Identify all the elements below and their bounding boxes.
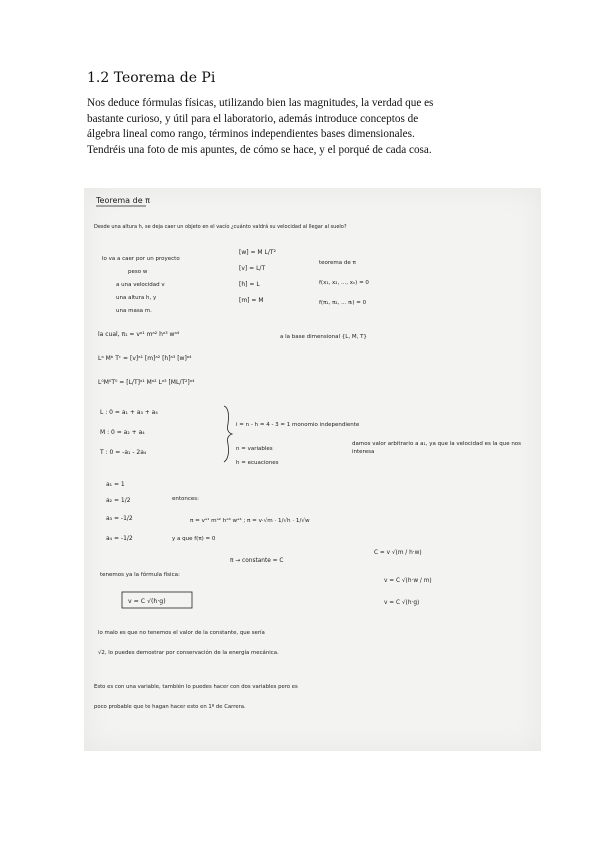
note-line: damos valor arbitrario a a₁, ya que la velocidad es la que nos interesa (352, 441, 522, 455)
notes-drawing (84, 188, 541, 751)
note-line: v = C √(h·g) (384, 600, 420, 606)
note-line: π = vᵃ¹ mᵃ² hᵃ³ wᵃ⁴ ; π = v·√m · 1/√h · 1/√w (190, 518, 310, 524)
note-line: a₁ = 1 (106, 481, 125, 488)
note-line: L⁰M⁰T⁰ = [L/T]ᵃ¹ Mᵃ² Lᵃ³ [ML/T²]ᵃ⁴ (98, 379, 195, 386)
note-line: i = n - h = 4 - 3 = 1 monomio independiente (236, 422, 360, 428)
note-line: C = v √(m / h·w) (374, 550, 422, 556)
note-line: T : 0 = -a₁ - 2a₄ (100, 449, 147, 456)
intro-line: Nos deduce fórmulas físicas, utilizando bien las magnitudes, la verdad que es (87, 97, 434, 109)
note-line: a₂ = 1/2 (106, 497, 131, 504)
note-line: a una velocidad v (116, 282, 165, 288)
intro-line: Tendréis una foto de mis apuntes, de cómo se hace, y el porqué de cada cosa. (87, 143, 432, 156)
note-line: lo va a caer por un proyecto (102, 256, 180, 262)
note-line: [h] = L (239, 281, 260, 288)
note-line: peso w (128, 269, 148, 275)
note-line: v = C √(h·w / m) (384, 578, 432, 584)
note-line: Lᵃ Mᵇ Tᶜ = [v]ᵃ¹ [m]ᵃ² [h]ᵃ³ [w]ᵃ⁴ (98, 355, 192, 362)
note-line: [w] = M L/T² (239, 249, 276, 256)
note-line: a la base dimensional {L, M, T} (280, 334, 367, 340)
note-line: a₃ = -1/2 (106, 515, 133, 522)
note-line: M : 0 = a₂ + a₄ (100, 429, 145, 436)
handwritten-notes-photo (84, 188, 541, 751)
intro-line: álgebra lineal como rango, términos independientes bases dimensionales. (87, 128, 415, 140)
note-line: f(x₁, x₂, ..., xₙ) = 0 (319, 280, 369, 286)
note-line: lo malo es que no tenemos el valor de la constante, que sería (98, 630, 265, 636)
system-brace (224, 406, 232, 462)
note-line: Esto es con una variable, también lo puedes hacer con dos variables pero es (94, 684, 298, 690)
note-line: teorema de π (319, 260, 356, 266)
note-line: una altura h, y (116, 295, 157, 301)
note-line: poco probable que te hagan hacer esto en 1º de Carrera. (94, 704, 246, 710)
note-line: n = variables (236, 446, 273, 452)
note-line: [v] = L/T (239, 265, 266, 272)
note-line: h = ecuaciones (236, 460, 279, 466)
notes-title: Teorema de π (96, 196, 150, 205)
note-block (352, 440, 532, 470)
note-line: π → constante = C (230, 558, 284, 564)
note-line: L : 0 = a₁ + a₃ + a₄ (100, 409, 158, 416)
note-line: entonces: (172, 496, 200, 502)
boxed-formula: v = C √(h·g) (128, 598, 166, 605)
section-heading: 1.2 Teorema de Pi (87, 70, 216, 86)
note-line: la cual, π₁ = vᵃ¹ mᵃ² hᵃ³ wᵃ⁴ (98, 331, 180, 338)
note-line: √2, lo puedes demostrar por conservación de la energía mecánica. (98, 650, 279, 656)
note-line: [m] = M (239, 297, 264, 304)
intro-line: bastante curioso, y útil para el laboratorio, además introduce conceptos de (87, 112, 419, 125)
note-line: una masa m. (116, 308, 152, 314)
note-line: tenemos ya la fórmula física: (100, 572, 180, 578)
note-line: Desde una altura h, se deja caer un objeto en el vacío ¿cuánto valdrá su velocidad al llegar al suelo? (94, 224, 347, 230)
note-line: a₄ = -1/2 (106, 535, 133, 542)
intro-paragraph (87, 96, 517, 158)
note-line: f(π₁, π₂, ... πᵢ) = 0 (319, 300, 367, 306)
note-line: y a que f(π) = 0 (172, 536, 216, 542)
